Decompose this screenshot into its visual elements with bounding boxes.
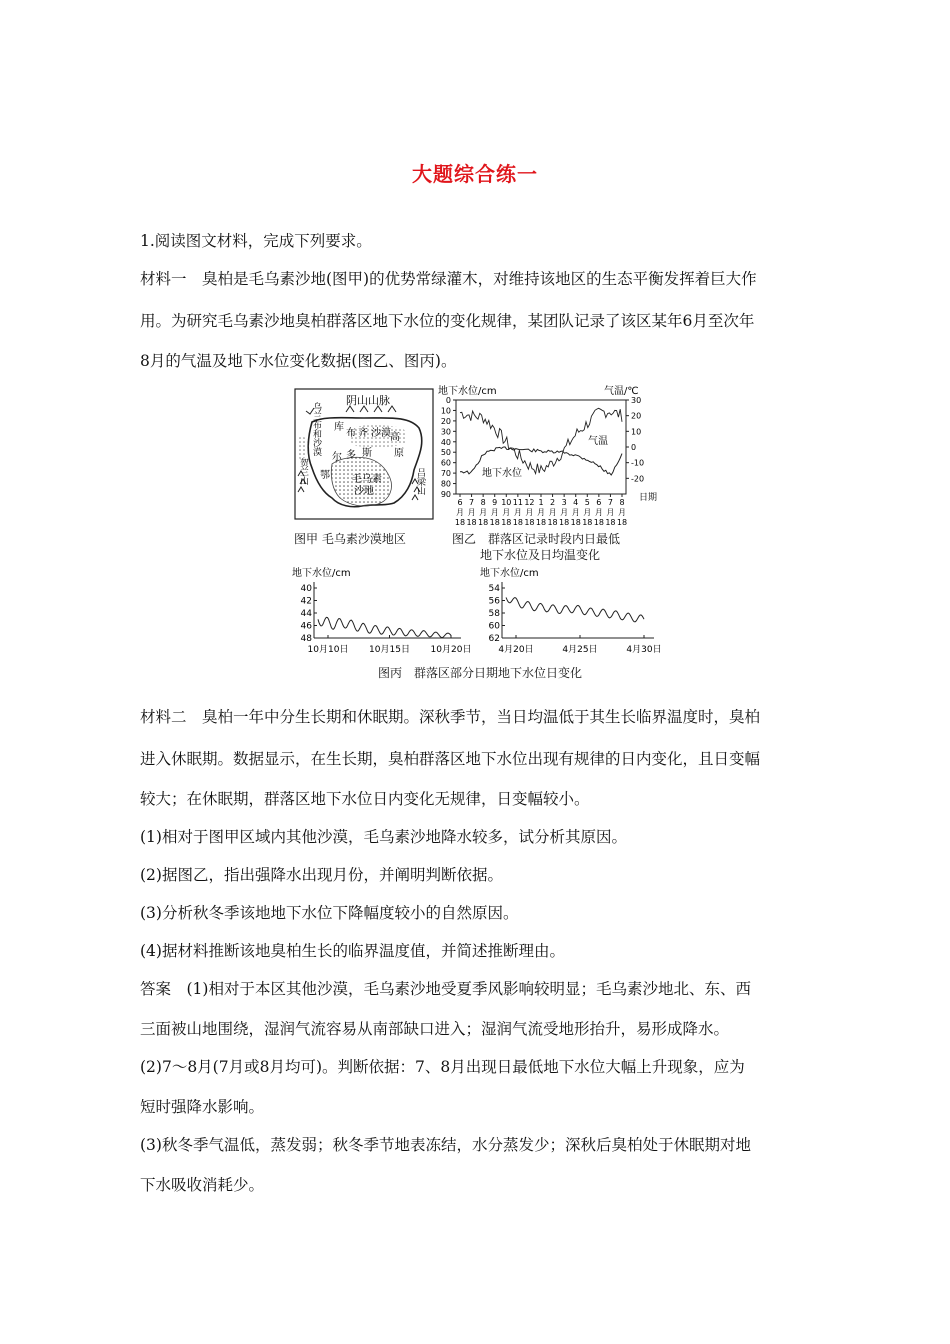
chart-yi-plot-frame (456, 400, 626, 494)
chart-yi-xtick-month-unit: 月 (571, 508, 580, 517)
chart-yi-xtick-month-unit: 月 (479, 508, 488, 517)
chart-yi-xtick-month-unit: 月 (606, 508, 615, 517)
chart-bing-left-ylabel: 地下水位/cm (292, 568, 351, 579)
chart-bing-left (292, 566, 472, 662)
map-label-wulanbuhe: 乌兰布和沙漠 (311, 402, 321, 456)
material-one-line2: 用。为研究毛乌素沙地臭柏群落区地下水位的变化规律，某团队记录了该区某年6月至次年 (140, 312, 755, 330)
question-1: (1)相对于图甲区域内其他沙漠，毛乌素沙地降水较多，试分析其原因。 (140, 828, 627, 846)
chart-yi-ytick-left-label: 80 (440, 479, 451, 489)
chart-yi-xtick-month: 12 (524, 498, 535, 507)
chart-yi-ylabel-right: 气温/℃ (604, 386, 639, 397)
map-label-er: 尔 (332, 452, 342, 463)
map-svg (294, 388, 434, 528)
chart-yi-xtick-month: 8 (480, 498, 486, 507)
chart-bl-xtick-label: 10月15日 (369, 645, 410, 655)
chart-yi-xtick-day: 18 (616, 518, 628, 527)
chart-yi-xtick-day: 18 (512, 518, 523, 527)
chart-bl-xtick-label: 10月20日 (430, 645, 472, 655)
chart-bing-right-svg (480, 566, 660, 662)
chart-yi-xtick-month: 8 (619, 498, 625, 507)
chart-br-ytick-label: 58 (488, 609, 500, 619)
chart-yi-xtick-month-unit: 月 (467, 508, 476, 517)
chart-bing-right-ylabel: 地下水位/cm (480, 568, 539, 579)
map-label-bu: 布 (346, 428, 356, 439)
chart-br-xtick-label: 4月25日 (562, 645, 598, 655)
chart-yi-ytick-left-label: 60 (440, 458, 451, 468)
material-one-line1: 材料一 臭柏是毛乌素沙地(图甲)的优势常绿灌木，对维持该地区的生态平衡发挥着巨大作 (140, 270, 757, 288)
chart-yi-xtick-month: 3 (561, 498, 567, 507)
chart-yi-temp-label: 气温 (588, 436, 608, 447)
chart-yi-ytick-left-label: 70 (440, 469, 451, 479)
map-label-duo: 多 (346, 450, 356, 461)
answer-1-line2: 三面被山地围绕，湿润气流容易从南部缺口进入；湿润气流受地形抬升，易形成降水。 (140, 1020, 730, 1038)
map-label-gao: 高 (390, 432, 400, 443)
chart-yi-ytick-left-label: 90 (440, 490, 451, 499)
chart-yi-xtick-day: 18 (582, 518, 593, 527)
chart-bl-series-groundwater (318, 617, 451, 637)
chart-yi-xtick-month-unit: 月 (456, 508, 464, 517)
question-intro: 1.阅读图文材料，完成下列要求。 (140, 232, 372, 250)
chart-yi-xtick-month: 11 (512, 498, 523, 507)
chart-yi-xtick-day: 18 (478, 518, 489, 527)
map-label-yinshan: 阴山山脉 (346, 394, 390, 407)
page-title: 大题综合练一 (412, 162, 538, 186)
chart-yi-xtick-month: 5 (584, 498, 590, 507)
chart-bl-ytick-label: 46 (300, 621, 312, 632)
chart-yi-xtick-month-unit: 月 (560, 508, 569, 517)
chart-yi-xtick-day: 18 (593, 518, 604, 527)
chart-bing-caption: 图丙 群落区部分日期地下水位日变化 (378, 666, 583, 680)
chart-yi-xtick-month-unit: 月 (583, 508, 592, 517)
map-label-si: 斯 (362, 448, 372, 459)
chart-bl-ytick-label: 48 (300, 634, 312, 644)
map-label-ku: 库 (334, 422, 344, 433)
answer-2-line2: 短时强降水影响。 (140, 1098, 265, 1116)
chart-br-ytick-label: 60 (488, 621, 500, 632)
chart-yi-xtick-day: 18 (489, 518, 500, 527)
chart-yi-ylabel-left: 地下水位/cm (438, 386, 497, 397)
map-label-helanshan: 贺兰山 (298, 458, 308, 485)
map-label-shadi: 沙地 (354, 486, 374, 497)
chart-yi-svg (436, 384, 661, 529)
material-two-line1: 材料二 臭柏一年中分生长期和休眠期。深秋季节，当日均温低于其生长临界温度时，臭柏 (140, 708, 761, 726)
chart-yi-xtick-month: 1 (538, 498, 544, 507)
chart-yi (436, 384, 661, 529)
question-3: (3)分析秋冬季该地地下水位下降幅度较小的自然原因。 (140, 904, 519, 922)
chart-yi-ytick-right-label: -20 (631, 474, 645, 484)
chart-yi-xtick-day: 18 (559, 518, 570, 527)
chart-bl-xtick-label: 10月10日 (307, 645, 349, 655)
chart-bl-ytick-label: 42 (300, 596, 312, 607)
chart-yi-xtick-day: 18 (501, 518, 512, 527)
chart-yi-xtick-day: 18 (466, 518, 477, 527)
answer-1-line1: 答案 (1)相对于本区其他沙漠，毛乌素沙地受夏季风影响较明显；毛乌素沙地北、东、西 (140, 980, 751, 998)
map-label-e: 鄂 (320, 470, 330, 481)
chart-yi-water-label: 地下水位 (482, 468, 522, 479)
chart-br-ytick-label: 56 (488, 596, 500, 607)
answer-2-line1: (2)7～8月(7月或8月均可)。判断依据：7、8月出现日最低地下水位大幅上升现象，应为 (140, 1058, 745, 1076)
chart-yi-ytick-right-label: 0 (631, 443, 637, 452)
material-two-line2: 进入休眠期。数据显示，在生长期，臭柏群落区地下水位出现有规律的日内变化，且日变幅 (140, 750, 761, 768)
map-label-lvliangshan: 吕梁山 (415, 468, 425, 495)
chart-bing-right (480, 566, 660, 662)
chart-yi-xtick-month: 7 (469, 498, 475, 507)
chart-yi-ytick-left-label: 30 (440, 427, 451, 437)
chart-yi-xtick-month-unit: 月 (513, 508, 522, 517)
question-4: (4)据材料推断该地臭柏生长的临界温度值，并简述推断理由。 (140, 942, 565, 960)
chart-yi-xtick-month: 7 (607, 498, 613, 507)
material-one-line3: 8月的气温及地下水位变化数据(图乙、图丙)。 (140, 352, 457, 370)
chart-yi-xtick-month-unit: 月 (594, 508, 603, 517)
chart-yi-xtick-month-unit: 月 (537, 508, 545, 517)
chart-yi-xtick-month-unit: 月 (502, 508, 511, 517)
chart-br-ytick-label: 62 (488, 634, 500, 644)
material-two-line3: 较大；在休眠期，群落区地下水位日内变化无规律，日变幅较小。 (140, 790, 590, 808)
map-caption: 图甲 毛乌素沙漠地区 (294, 532, 406, 546)
chart-yi-caption1: 图乙 群落区记录时段内日最低 (452, 532, 621, 546)
chart-yi-xtick-month: 9 (492, 498, 498, 507)
chart-yi-ytick-right-label: 20 (631, 411, 642, 421)
chart-yi-xtick-month: 2 (550, 498, 556, 507)
chart-yi-xtick-month-unit: 月 (548, 508, 557, 517)
chart-yi-ytick-left-label: 20 (440, 416, 451, 426)
chart-yi-xtick-day: 18 (570, 518, 581, 527)
ulan-buh-desert (298, 437, 308, 460)
chart-bing-left-svg (292, 566, 472, 662)
question-2: (2)据图乙，指出强降水出现月份，并阐明判断依据。 (140, 866, 503, 884)
chart-yi-xtick-day: 18 (454, 518, 466, 527)
chart-yi-xlabel: 日期 (639, 493, 658, 503)
chart-yi-ytick-left-label: 0 (445, 396, 451, 405)
chart-yi-caption2: 地下水位及日均温变化 (480, 548, 601, 562)
map-label-yuan: 原 (394, 448, 404, 459)
chart-yi-xtick-month-unit: 月 (525, 508, 534, 517)
chart-yi-ytick-left-label: 40 (440, 437, 451, 447)
chart-yi-xtick-day: 18 (524, 518, 535, 527)
chart-yi-xtick-day: 18 (547, 518, 558, 527)
chart-yi-ytick-right-label: -10 (631, 458, 645, 468)
chart-yi-xtick-month-unit: 月 (490, 508, 499, 517)
chart-yi-ytick-right-label: 30 (631, 396, 642, 405)
chart-yi-xtick-month: 10 (501, 498, 512, 507)
chart-bl-ytick-label: 44 (300, 609, 312, 619)
chart-br-ytick-label: 54 (488, 584, 500, 594)
chart-yi-xtick-day: 18 (535, 518, 547, 527)
chart-yi-xtick-day: 18 (605, 518, 616, 527)
map-label-maowusu: 毛乌素 (352, 474, 382, 485)
chart-yi-ytick-left-label: 50 (440, 448, 451, 458)
map-figure (294, 388, 434, 528)
chart-br-xtick-label: 4月20日 (498, 645, 534, 655)
answer-3-line1: (3)秋冬季气温低，蒸发弱；秋冬季节地表冻结，水分蒸发少；深秋后臭柏处于休眠期对地 (140, 1136, 751, 1154)
chart-br-series-groundwater (506, 597, 644, 621)
chart-yi-xtick-month: 6 (457, 498, 463, 507)
answer-3-line2: 下水吸收消耗少。 (140, 1176, 265, 1194)
map-label-qi: 齐 (358, 428, 368, 439)
chart-yi-ytick-right-label: 10 (631, 427, 642, 437)
chart-br-xtick-label: 4月30日 (626, 645, 662, 655)
chart-yi-xtick-month: 4 (573, 498, 579, 507)
chart-yi-ytick-left-label: 10 (440, 406, 451, 416)
map-label-shamo: 沙漠 (371, 428, 391, 439)
chart-bl-ytick-label: 40 (300, 584, 312, 594)
chart-yi-xtick-month-unit: 月 (618, 508, 626, 517)
chart-yi-xtick-month: 6 (596, 498, 602, 507)
